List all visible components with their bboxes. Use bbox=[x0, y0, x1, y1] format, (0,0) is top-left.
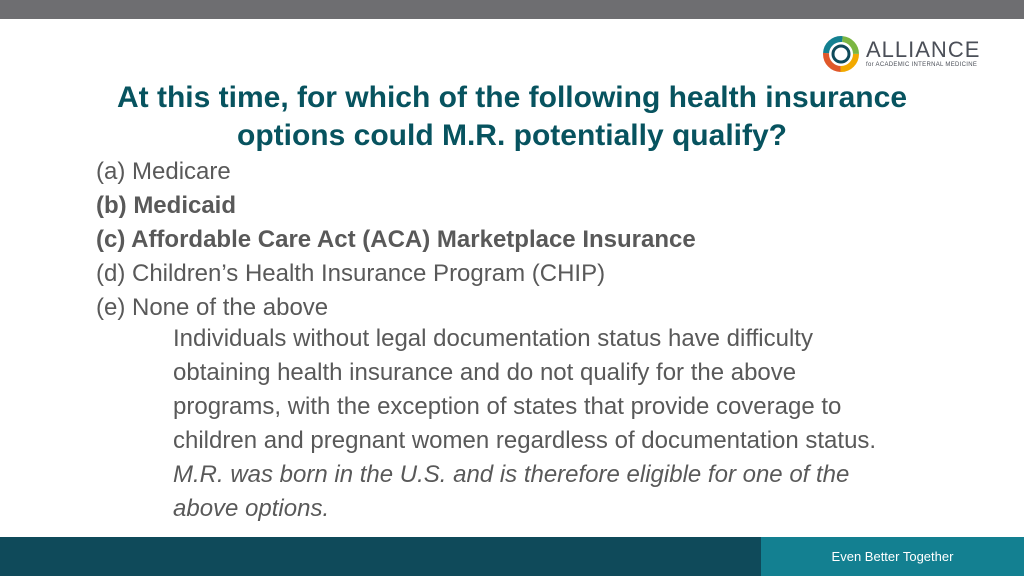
logo-subtitle: for ACADEMIC INTERNAL MEDICINE bbox=[866, 62, 978, 68]
title-line-1: At this time, for which of the following health insurance bbox=[116, 81, 908, 114]
option-b: (b) Medicaid bbox=[96, 192, 237, 219]
alliance-ring-logo-icon bbox=[820, 33, 862, 75]
option-c: (c) Affordable Care Act (ACA) Marketplace Insurance bbox=[96, 226, 696, 253]
footer-tagline: Even Better Together bbox=[831, 549, 954, 564]
answer-options bbox=[96, 155, 976, 325]
logo-wordmark: ALLIANCE bbox=[866, 37, 981, 62]
slide-title bbox=[60, 79, 964, 155]
explanation-line: Individuals without legal documentation status have difficulty bbox=[173, 325, 813, 352]
title-line-2: options could M.R. potentially qualify? bbox=[237, 119, 787, 152]
footer-bar bbox=[0, 537, 1024, 576]
alliance-logo bbox=[820, 33, 980, 77]
option-e: (e) None of the above bbox=[96, 294, 329, 321]
top-bar bbox=[0, 0, 1024, 19]
explanation-line: children and pregnant women regardless of documentation status. bbox=[173, 427, 877, 454]
explanation bbox=[173, 322, 973, 526]
option-a: (a) Medicare bbox=[96, 158, 231, 185]
option-d: (d) Children’s Health Insurance Program (CHIP) bbox=[96, 260, 606, 287]
footer-tagline-panel bbox=[761, 537, 1024, 576]
explanation-italic-line: M.R. was born in the U.S. and is therefore eligible for one of the bbox=[173, 461, 850, 488]
explanation-line: programs, with the exception of states that provide coverage to bbox=[173, 393, 842, 420]
explanation-line: obtaining health insurance and do not qualify for the above bbox=[173, 359, 797, 386]
explanation-italic-line: above options. bbox=[173, 495, 330, 522]
